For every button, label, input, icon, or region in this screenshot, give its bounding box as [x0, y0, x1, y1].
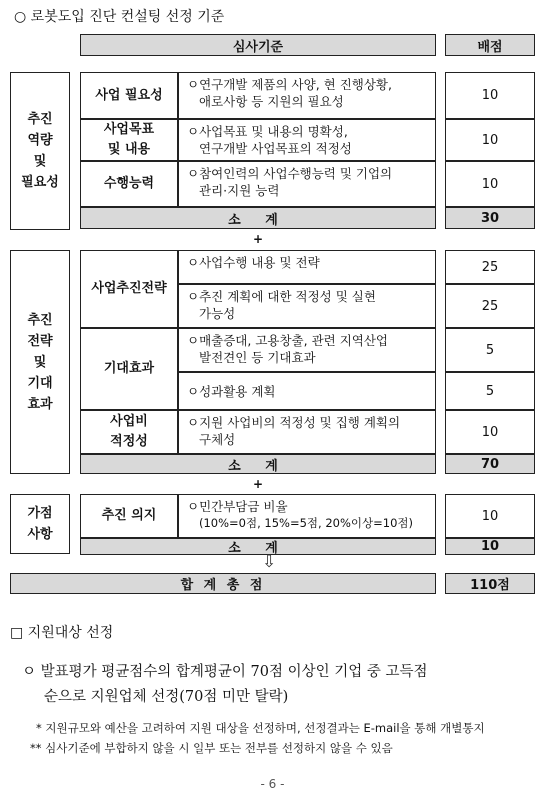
category-capability: 추진 역량 및 필요성: [10, 72, 70, 230]
desc-commitment: ㅇ민간부담금 비율 (10%=0점, 15%=5점, 20%이상=10점): [178, 494, 436, 538]
desc-strategy-plan: ㅇ추진 계획에 대한 적정성 및 실현 가능성: [178, 284, 436, 328]
page-number: - 6 -: [260, 777, 285, 791]
selection-paragraph: ㅇ 발표평가 평균점수의 합계평균이 70점 이상인 기업 중 고득점 순으로 지원업체 선정(70점 미만 탈락): [22, 664, 428, 705]
score-strategy-plan: 25: [445, 284, 535, 328]
subtotal-3: 10: [445, 538, 535, 555]
subtotal-2: 70: [445, 454, 535, 474]
score-goals: 10: [445, 119, 535, 161]
subcriteria-necessity: 사업 필요성: [80, 72, 178, 119]
desc-outcome-use: ㅇ성과활용 계획: [178, 372, 436, 410]
subtotal-label-3: 소 계: [80, 538, 436, 555]
down-arrow-icon: ⇩: [262, 552, 277, 572]
subtotal-1: 30: [445, 207, 535, 229]
category-bonus: 가점 사항: [10, 494, 70, 554]
header-criteria: 심사기준: [80, 34, 436, 56]
score-necessity: 10: [445, 72, 535, 119]
subcriteria-budget: 사업비 적정성: [80, 410, 178, 454]
desc-necessity: ㅇ연구개발 제품의 사양, 현 진행상황, 애로사항 등 지원의 필요성: [178, 72, 436, 119]
note-1: * 지원규모와 예산을 고려하여 지원 대상을 선정하며, 선정결과는 E-mail을 통해 개별통지: [36, 721, 485, 735]
subcriteria-commitment: 추진 의지: [80, 494, 178, 538]
subtotal-label-1: 소 계: [80, 207, 436, 229]
subcriteria-effects: 기대효과: [80, 328, 178, 410]
note-2: ** 심사기준에 부합하지 않을 시 일부 또는 전부를 선정하지 않을 수 있음: [30, 741, 393, 755]
desc-strategy-content: ㅇ사업수행 내용 및 전략: [178, 250, 436, 284]
total-label: 합 계 총 점: [10, 573, 436, 594]
desc-budget: ㅇ지원 사업비의 적정성 및 집행 계획의 구체성: [178, 410, 436, 454]
desc-goals: ㅇ사업목표 및 내용의 명확성, 연구개발 사업목표의 적정성: [178, 119, 436, 161]
header-score: 배점: [445, 34, 535, 56]
score-capability: 10: [445, 161, 535, 207]
desc-effects: ㅇ매출증대, 고용창출, 관련 지역산업 발전견인 등 기대효과: [178, 328, 436, 372]
subcriteria-strategy: 사업추진전략: [80, 250, 178, 328]
score-commitment: 10: [445, 494, 535, 538]
score-outcome-use: 5: [445, 372, 535, 410]
subcriteria-capability: 수행능력: [80, 161, 178, 207]
plus-sign-2: +: [252, 477, 264, 491]
category-strategy: 추진 전략 및 기대 효과: [10, 250, 70, 474]
subcriteria-goals: 사업목표 및 내용: [80, 119, 178, 161]
section-selection-heading: □ 지원대상 선정: [10, 625, 114, 641]
score-strategy-content: 25: [445, 250, 535, 284]
subtotal-label-2: 소 계: [80, 454, 436, 474]
score-budget: 10: [445, 410, 535, 454]
plus-sign-1: +: [252, 232, 264, 246]
score-effects: 5: [445, 328, 535, 372]
criteria-heading: ○ 로봇도입 진단 컨설팅 선정 기준: [14, 9, 225, 25]
total-score: 110점: [445, 573, 535, 594]
desc-capability: ㅇ참여인력의 사업수행능력 및 기업의 관리·지원 능력: [178, 161, 436, 207]
